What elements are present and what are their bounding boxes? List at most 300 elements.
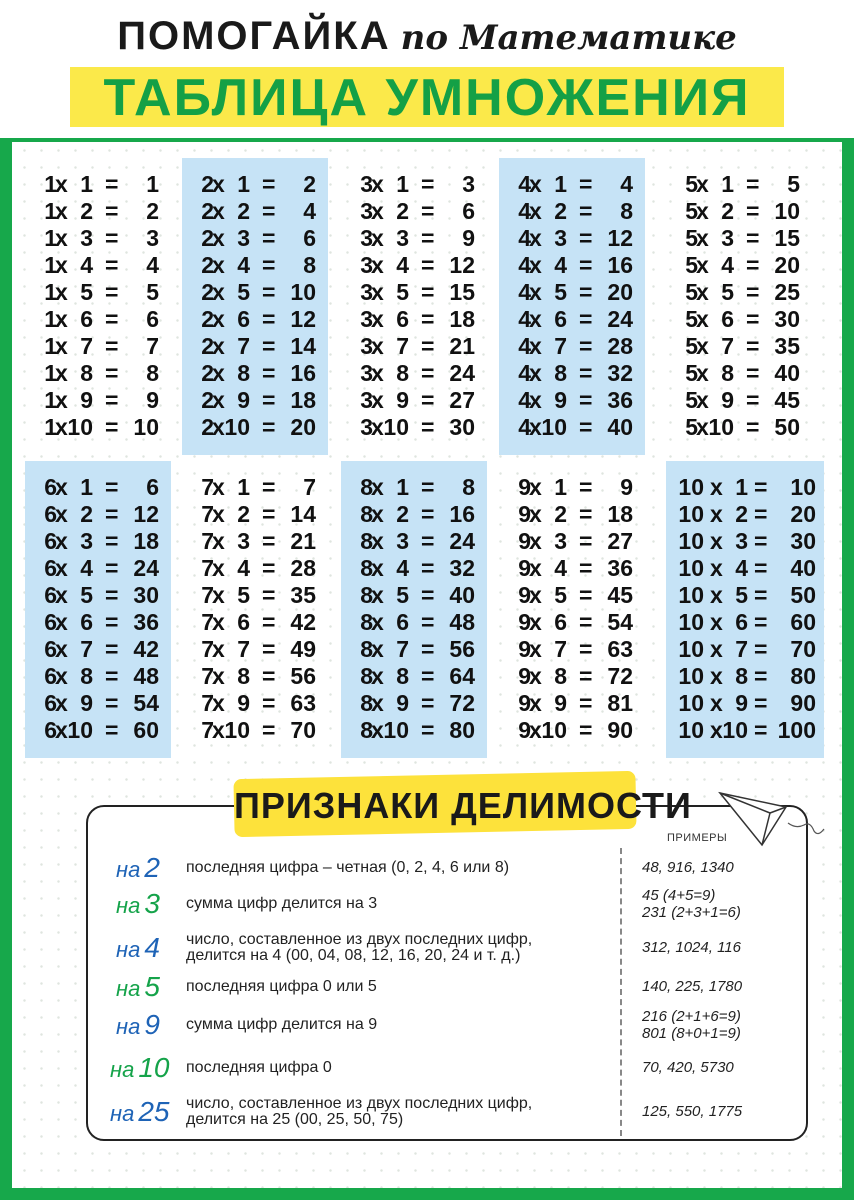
factor-b: 8 bbox=[80, 663, 93, 689]
factor-a: 9 bbox=[518, 690, 531, 716]
factor-b: 1 bbox=[80, 171, 93, 197]
factor-a: 10 bbox=[678, 663, 704, 689]
equals-sign: = bbox=[579, 414, 593, 440]
product: 54 bbox=[133, 690, 159, 716]
factor-b: 7 bbox=[237, 333, 250, 359]
product: 6 bbox=[303, 225, 316, 251]
product: 16 bbox=[607, 252, 633, 278]
table-row bbox=[25, 252, 171, 279]
examples-header: ПРИМЕРЫ bbox=[667, 832, 728, 844]
product: 18 bbox=[449, 306, 475, 332]
table-row bbox=[182, 198, 328, 225]
product: 80 bbox=[449, 717, 475, 743]
product: 16 bbox=[290, 360, 316, 386]
factor-a: 2 bbox=[201, 198, 214, 224]
product: 12 bbox=[449, 252, 475, 278]
factor-a: 9 bbox=[518, 582, 531, 608]
times-sign: x bbox=[710, 636, 723, 662]
factor-b: 6 bbox=[80, 306, 93, 332]
equals-sign: = bbox=[105, 306, 119, 332]
equals-sign: = bbox=[421, 225, 435, 251]
factor-a: 9 bbox=[518, 609, 531, 635]
factor-b: 10 bbox=[224, 717, 250, 743]
product: 56 bbox=[290, 663, 316, 689]
product: 1 bbox=[146, 171, 159, 197]
equals-sign: = bbox=[421, 609, 435, 635]
equals-sign: = bbox=[262, 528, 276, 554]
factor-b: 6 bbox=[237, 306, 250, 332]
table-row bbox=[182, 333, 328, 360]
equals-sign: = bbox=[105, 171, 119, 197]
equals-sign: = bbox=[262, 414, 276, 440]
rule-example: 140, 225, 1780 bbox=[642, 978, 743, 995]
equals-sign: = bbox=[421, 501, 435, 527]
factor-b: 8 bbox=[396, 360, 409, 386]
table-row bbox=[182, 528, 328, 555]
equals-sign: = bbox=[105, 528, 119, 554]
equals-sign: = bbox=[746, 333, 760, 359]
times-sign: x bbox=[710, 690, 723, 716]
factor-b: 7 bbox=[237, 636, 250, 662]
times-sign: x bbox=[529, 360, 542, 386]
factor-a: 4 bbox=[518, 252, 531, 278]
factor-b: 4 bbox=[396, 252, 409, 278]
times-sign: x bbox=[529, 279, 542, 305]
product: 50 bbox=[774, 414, 800, 440]
equals-sign: = bbox=[579, 225, 593, 251]
factor-a: 5 bbox=[685, 171, 698, 197]
times-sign: x bbox=[696, 252, 709, 278]
table-row bbox=[499, 225, 645, 252]
factor-a: 7 bbox=[201, 474, 214, 500]
product: 20 bbox=[790, 501, 816, 527]
factor-b: 1 bbox=[554, 171, 567, 197]
factor-b: 1 bbox=[735, 474, 748, 500]
factor-a: 8 bbox=[360, 690, 373, 716]
equals-sign: = bbox=[746, 252, 760, 278]
factor-b: 1 bbox=[721, 171, 734, 197]
factor-b: 10 bbox=[67, 717, 93, 743]
equals-sign: = bbox=[421, 690, 435, 716]
equals-sign: = bbox=[746, 387, 760, 413]
table-row bbox=[666, 225, 812, 252]
factor-a: 3 bbox=[360, 225, 373, 251]
factor-a: 4 bbox=[518, 414, 531, 440]
factor-a: 10 bbox=[678, 528, 704, 554]
product: 8 bbox=[462, 474, 475, 500]
product: 80 bbox=[790, 663, 816, 689]
factor-a: 2 bbox=[201, 387, 214, 413]
rule-number: 4 bbox=[144, 932, 160, 963]
equals-sign: = bbox=[105, 555, 119, 581]
factor-b: 5 bbox=[396, 279, 409, 305]
times-sign: x bbox=[55, 225, 68, 251]
factor-a: 3 bbox=[360, 387, 373, 413]
factor-a: 6 bbox=[44, 474, 57, 500]
table-row bbox=[182, 306, 328, 333]
factor-a: 6 bbox=[44, 501, 57, 527]
table-row bbox=[25, 360, 171, 387]
equals-sign: = bbox=[754, 528, 768, 554]
factor-b: 7 bbox=[80, 333, 93, 359]
factor-b: 8 bbox=[80, 360, 93, 386]
rule-description: делится на 25 (00, 25, 50, 75) bbox=[186, 1111, 404, 1128]
equals-sign: = bbox=[421, 252, 435, 278]
table-row bbox=[499, 717, 645, 744]
table-row bbox=[182, 582, 328, 609]
header bbox=[0, 0, 854, 140]
table-4 bbox=[499, 158, 645, 455]
equals-sign: = bbox=[754, 555, 768, 581]
equals-sign: = bbox=[262, 252, 276, 278]
table-10 bbox=[666, 461, 824, 758]
equals-sign: = bbox=[262, 198, 276, 224]
equals-sign: = bbox=[579, 306, 593, 332]
equals-sign: = bbox=[746, 360, 760, 386]
product: 32 bbox=[607, 360, 633, 386]
equals-sign: = bbox=[421, 582, 435, 608]
factor-b: 10 bbox=[722, 717, 748, 743]
equals-sign: = bbox=[746, 414, 760, 440]
factor-a: 5 bbox=[685, 414, 698, 440]
times-sign: x bbox=[212, 171, 225, 197]
rule-example: 312, 1024, 116 bbox=[642, 939, 741, 956]
factor-b: 5 bbox=[80, 279, 93, 305]
factor-a: 1 bbox=[44, 225, 57, 251]
table-row bbox=[666, 501, 824, 528]
table-row bbox=[25, 663, 171, 690]
factor-b: 9 bbox=[396, 387, 409, 413]
equals-sign: = bbox=[105, 690, 119, 716]
factor-a: 2 bbox=[201, 306, 214, 332]
equals-sign: = bbox=[754, 663, 768, 689]
product: 2 bbox=[303, 171, 316, 197]
times-sign: x bbox=[55, 279, 68, 305]
factor-a: 8 bbox=[360, 582, 373, 608]
times-sign: x bbox=[212, 225, 225, 251]
product: 25 bbox=[774, 279, 800, 305]
equals-sign: = bbox=[105, 582, 119, 608]
table-row bbox=[666, 528, 824, 555]
product: 48 bbox=[133, 663, 159, 689]
table-row bbox=[341, 582, 487, 609]
brand-title bbox=[0, 14, 854, 59]
factor-a: 8 bbox=[360, 555, 373, 581]
factor-b: 6 bbox=[396, 306, 409, 332]
equals-sign: = bbox=[262, 306, 276, 332]
equals-sign: = bbox=[105, 360, 119, 386]
times-sign: x bbox=[529, 663, 542, 689]
factor-b: 10 bbox=[708, 414, 734, 440]
table-row bbox=[341, 528, 487, 555]
factor-b: 9 bbox=[80, 690, 93, 716]
product: 3 bbox=[146, 225, 159, 251]
times-sign: x bbox=[710, 555, 723, 581]
factor-a: 10 bbox=[678, 636, 704, 662]
table-row bbox=[25, 225, 171, 252]
factor-b: 5 bbox=[735, 582, 748, 608]
rule-number: 9 bbox=[144, 1009, 160, 1040]
product: 72 bbox=[449, 690, 475, 716]
equals-sign: = bbox=[105, 414, 119, 440]
brand-title-main: ПОМОГАЙКА bbox=[117, 14, 391, 58]
table-row bbox=[341, 171, 487, 198]
rule-description: последняя цифра 0 bbox=[186, 1059, 332, 1076]
factor-a: 6 bbox=[44, 663, 57, 689]
table-row bbox=[499, 636, 645, 663]
rule-description: последняя цифра 0 или 5 bbox=[186, 978, 377, 995]
factor-b: 4 bbox=[237, 555, 250, 581]
factor-a: 8 bbox=[360, 474, 373, 500]
table-row bbox=[666, 387, 812, 414]
product: 100 bbox=[777, 717, 816, 743]
product: 12 bbox=[607, 225, 633, 251]
factor-b: 3 bbox=[554, 528, 567, 554]
product: 36 bbox=[607, 387, 633, 413]
equals-sign: = bbox=[421, 528, 435, 554]
factor-a: 1 bbox=[44, 387, 57, 413]
table-row bbox=[25, 474, 171, 501]
factor-a: 10 bbox=[678, 609, 704, 635]
equals-sign: = bbox=[579, 555, 593, 581]
table-row bbox=[499, 501, 645, 528]
times-sign: x bbox=[710, 528, 723, 554]
equals-sign: = bbox=[754, 474, 768, 500]
factor-a: 3 bbox=[360, 360, 373, 386]
times-sign: x bbox=[710, 609, 723, 635]
equals-sign: = bbox=[262, 690, 276, 716]
equals-sign: = bbox=[105, 225, 119, 251]
factor-a: 5 bbox=[685, 306, 698, 332]
table-9 bbox=[499, 461, 645, 758]
product: 5 bbox=[146, 279, 159, 305]
table-row bbox=[182, 636, 328, 663]
factor-a: 5 bbox=[685, 387, 698, 413]
rule-prefix: на bbox=[110, 1057, 135, 1082]
factor-b: 2 bbox=[396, 501, 409, 527]
equals-sign: = bbox=[262, 387, 276, 413]
times-sign: x bbox=[55, 582, 68, 608]
equals-sign: = bbox=[579, 717, 593, 743]
factor-a: 9 bbox=[518, 555, 531, 581]
table-row bbox=[182, 414, 328, 441]
product: 8 bbox=[146, 360, 159, 386]
times-sign: x bbox=[55, 171, 68, 197]
rule-prefix: на bbox=[110, 1101, 135, 1126]
factor-a: 7 bbox=[201, 717, 214, 743]
table-row bbox=[499, 360, 645, 387]
equals-sign: = bbox=[105, 609, 119, 635]
product: 30 bbox=[790, 528, 816, 554]
product: 60 bbox=[133, 717, 159, 743]
table-row bbox=[182, 690, 328, 717]
times-sign: x bbox=[696, 306, 709, 332]
table-row bbox=[499, 690, 645, 717]
table-row bbox=[666, 690, 824, 717]
rule-number: 5 bbox=[144, 971, 160, 1002]
factor-b: 4 bbox=[396, 555, 409, 581]
equals-sign: = bbox=[746, 225, 760, 251]
table-row bbox=[182, 252, 328, 279]
factor-b: 1 bbox=[237, 171, 250, 197]
product: 14 bbox=[290, 333, 316, 359]
factor-a: 6 bbox=[44, 690, 57, 716]
product: 9 bbox=[620, 474, 633, 500]
table-row bbox=[666, 582, 824, 609]
equals-sign: = bbox=[579, 279, 593, 305]
divisibility-title: ПРИЗНАКИ ДЕЛИМОСТИ bbox=[234, 785, 692, 826]
factor-b: 5 bbox=[237, 279, 250, 305]
equals-sign: = bbox=[105, 198, 119, 224]
factor-a: 1 bbox=[44, 252, 57, 278]
times-sign: x bbox=[55, 333, 68, 359]
table-row bbox=[182, 387, 328, 414]
times-sign: x bbox=[529, 717, 542, 743]
times-sign: x bbox=[529, 306, 542, 332]
product: 6 bbox=[146, 306, 159, 332]
times-sign: x bbox=[371, 198, 384, 224]
factor-a: 7 bbox=[201, 582, 214, 608]
table-row bbox=[25, 528, 171, 555]
times-sign: x bbox=[529, 198, 542, 224]
factor-b: 9 bbox=[237, 387, 250, 413]
times-sign: x bbox=[55, 414, 68, 440]
rule-example: 45 (4+5=9) bbox=[642, 887, 716, 904]
factor-b: 9 bbox=[80, 387, 93, 413]
factor-b: 3 bbox=[396, 225, 409, 251]
product: 6 bbox=[146, 474, 159, 500]
table-7 bbox=[182, 461, 328, 758]
product: 45 bbox=[774, 387, 800, 413]
times-sign: x bbox=[55, 501, 68, 527]
rule-prefix: на bbox=[116, 937, 141, 962]
brand-title-script: по Математике bbox=[400, 18, 737, 58]
table-row bbox=[666, 333, 812, 360]
equals-sign: = bbox=[421, 717, 435, 743]
equals-sign: = bbox=[754, 717, 768, 743]
product: 3 bbox=[462, 171, 475, 197]
table-row bbox=[341, 636, 487, 663]
factor-a: 4 bbox=[518, 360, 531, 386]
times-sign: x bbox=[529, 690, 542, 716]
factor-b: 5 bbox=[237, 582, 250, 608]
factor-b: 8 bbox=[237, 360, 250, 386]
times-sign: x bbox=[371, 609, 384, 635]
table-row bbox=[499, 279, 645, 306]
equals-sign: = bbox=[105, 252, 119, 278]
product: 16 bbox=[449, 501, 475, 527]
factor-a: 7 bbox=[201, 663, 214, 689]
table-row bbox=[182, 225, 328, 252]
equals-sign: = bbox=[262, 582, 276, 608]
table-row bbox=[499, 306, 645, 333]
equals-sign: = bbox=[579, 360, 593, 386]
times-sign: x bbox=[529, 609, 542, 635]
equals-sign: = bbox=[579, 333, 593, 359]
times-sign: x bbox=[371, 690, 384, 716]
product: 10 bbox=[774, 198, 800, 224]
product: 5 bbox=[787, 171, 800, 197]
product: 10 bbox=[790, 474, 816, 500]
factor-b: 6 bbox=[237, 609, 250, 635]
table-row bbox=[25, 609, 171, 636]
factor-a: 2 bbox=[201, 414, 214, 440]
factor-a: 4 bbox=[518, 225, 531, 251]
table-row bbox=[25, 555, 171, 582]
table-row bbox=[666, 414, 812, 441]
factor-a: 5 bbox=[685, 360, 698, 386]
rule-prefix: на bbox=[116, 893, 141, 918]
rule-example: 231 (2+3+1=6) bbox=[642, 904, 741, 921]
times-sign: x bbox=[696, 279, 709, 305]
rule-prefix: на bbox=[116, 1014, 141, 1039]
equals-sign: = bbox=[421, 636, 435, 662]
product: 4 bbox=[146, 252, 159, 278]
table-row bbox=[182, 474, 328, 501]
factor-b: 2 bbox=[80, 198, 93, 224]
equals-sign: = bbox=[262, 501, 276, 527]
factor-b: 7 bbox=[554, 333, 567, 359]
equals-sign: = bbox=[421, 555, 435, 581]
factor-b: 4 bbox=[721, 252, 734, 278]
rule-example: 125, 550, 1775 bbox=[642, 1103, 743, 1120]
table-row bbox=[25, 717, 171, 744]
factor-a: 1 bbox=[44, 333, 57, 359]
factor-b: 3 bbox=[237, 528, 250, 554]
factor-b: 4 bbox=[735, 555, 748, 581]
product: 8 bbox=[620, 198, 633, 224]
factor-a: 10 bbox=[678, 717, 704, 743]
factor-b: 6 bbox=[396, 609, 409, 635]
factor-a: 5 bbox=[685, 279, 698, 305]
table-row bbox=[341, 387, 487, 414]
times-sign: x bbox=[55, 609, 68, 635]
times-sign: x bbox=[371, 387, 384, 413]
times-sign: x bbox=[696, 387, 709, 413]
table-row bbox=[341, 609, 487, 636]
times-sign: x bbox=[529, 555, 542, 581]
equals-sign: = bbox=[262, 555, 276, 581]
factor-a: 6 bbox=[44, 717, 57, 743]
times-sign: x bbox=[529, 474, 542, 500]
product: 15 bbox=[774, 225, 800, 251]
product: 20 bbox=[774, 252, 800, 278]
times-sign: x bbox=[212, 387, 225, 413]
product: 40 bbox=[790, 555, 816, 581]
factor-b: 10 bbox=[541, 717, 567, 743]
table-row bbox=[25, 387, 171, 414]
factor-a: 4 bbox=[518, 387, 531, 413]
factor-b: 2 bbox=[554, 501, 567, 527]
times-sign: x bbox=[371, 279, 384, 305]
times-sign: x bbox=[55, 360, 68, 386]
table-row bbox=[25, 279, 171, 306]
factor-a: 3 bbox=[360, 333, 373, 359]
equals-sign: = bbox=[579, 198, 593, 224]
times-sign: x bbox=[212, 306, 225, 332]
product: 21 bbox=[290, 528, 316, 554]
factor-a: 7 bbox=[201, 501, 214, 527]
equals-sign: = bbox=[421, 333, 435, 359]
product: 90 bbox=[607, 717, 633, 743]
factor-a: 2 bbox=[201, 171, 214, 197]
equals-sign: = bbox=[754, 582, 768, 608]
times-sign: x bbox=[55, 252, 68, 278]
product: 30 bbox=[449, 414, 475, 440]
equals-sign: = bbox=[579, 501, 593, 527]
factor-b: 6 bbox=[554, 306, 567, 332]
factor-a: 3 bbox=[360, 252, 373, 278]
